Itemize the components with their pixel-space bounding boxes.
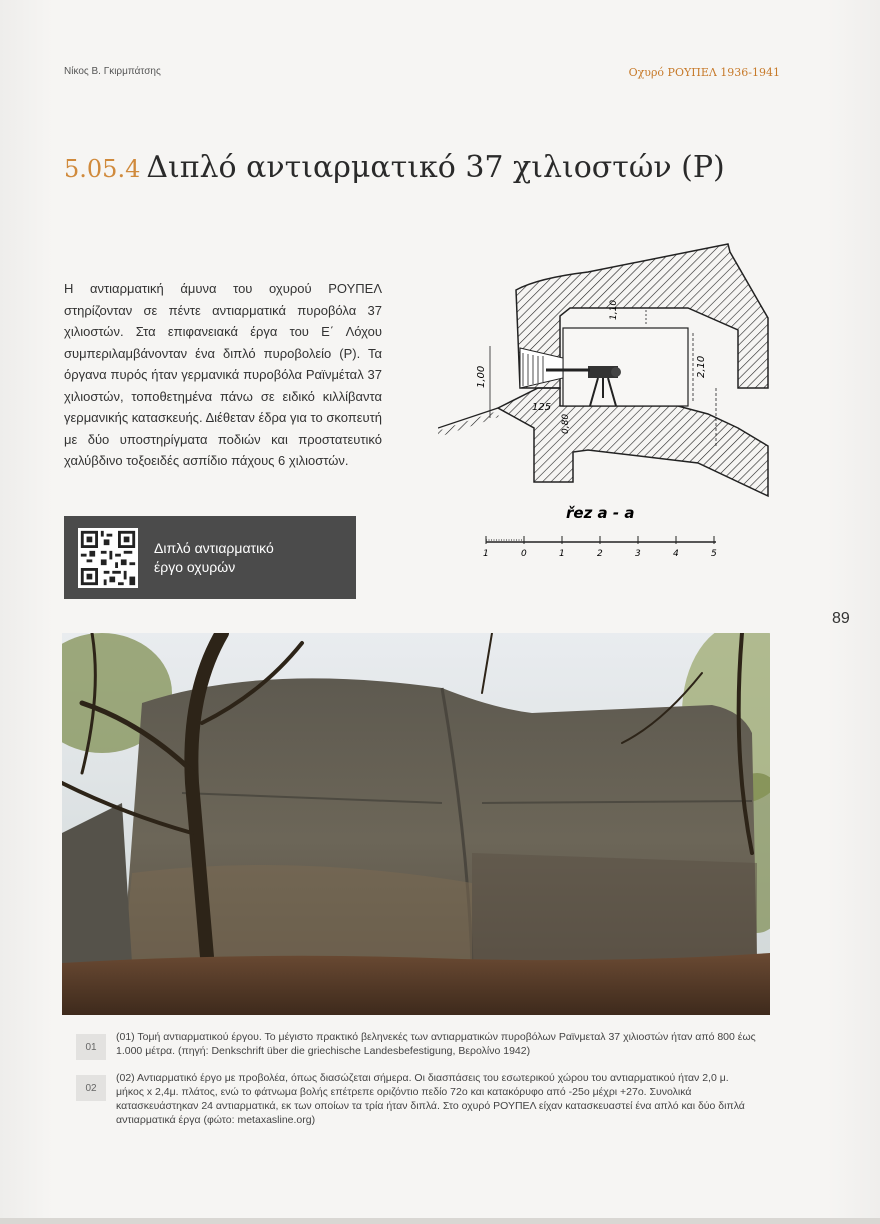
section-label: řez a - a xyxy=(566,504,635,522)
scale-bar xyxy=(483,536,717,559)
scale-tick-label: 2 xyxy=(597,549,603,559)
bunker-photo xyxy=(62,633,770,1015)
qr-label-line1: Διπλό αντιαρματικό xyxy=(154,539,274,556)
qr-label-line2: έργο οχυρών xyxy=(154,558,236,575)
running-header-book-title: Οχυρό ΡΟΥΠΕΛ 1936-1941 xyxy=(628,66,780,79)
section-title: Διπλό αντιαρματικό 37 χιλιοστών (Ρ) xyxy=(146,150,725,185)
dimension-label-slope: 125 xyxy=(532,402,552,413)
caption-text: (01) Τομή αντιαρματικού έργου. Το μέγιστο πρακτικό βεληνεκές των αντιαρματικών πυροβόλων Ραϊνμεταλ 37 χιλιοστών ήταν από 800 έως 1.000 μέτρα. (πηγή: Denkschrift über die griechische Landesbefestigung, Βερολίνο 1942) xyxy=(116,1031,756,1057)
running-header-author: Νίκος Β. Γκιρμπάτσης xyxy=(64,66,161,77)
cross-section-drawing xyxy=(438,238,778,568)
caption-item xyxy=(76,1071,756,1127)
qr-code-icon[interactable] xyxy=(78,528,138,588)
dimension-label-top: 1,10 xyxy=(609,299,619,320)
caption-text: (02) Αντιαρματικό έργο με προβολέα, όπως διασώζεται σήμερα. Οι διασπάσεις του εσωτερικού χώρου του αντιαρματικού ήταν 2,0 μ. μήκος x 2,4μ. πλάτος, ενώ το φάτνωμα βολής επέτρεπε οριζόντιο πεδίο 72ο και κατακόρυφο από -25ο μέχρι +27ο. Συνολικά κατασκευάστηκαν 24 αντιαρματικά, εκ των οποίων τα τρία ήταν διπλά. Στο οχυρό ΡΟΥΠΕΛ είχαν κατασκευαστεί ένα απλό και δύο διπλά αντιαρματικά έργα (φώτο: metaxasline.org) xyxy=(116,1072,745,1126)
ground-leaves xyxy=(62,953,770,1015)
page-edge xyxy=(0,1218,880,1224)
ground-line xyxy=(438,408,498,434)
caption-number: 01 xyxy=(76,1034,106,1060)
scale-tick-label: 0 xyxy=(521,549,527,559)
section-number: 5.05.4 xyxy=(64,155,141,183)
dimension-label-left: 1,00 xyxy=(476,365,487,388)
section-heading xyxy=(64,150,725,185)
caption-number: 02 xyxy=(76,1075,106,1101)
caption-item xyxy=(76,1030,756,1060)
scale-tick-label: 1 xyxy=(483,549,489,559)
captions xyxy=(76,1030,756,1138)
dimension-label-mid: 2,10 xyxy=(696,355,707,378)
scale-tick-label: 3 xyxy=(635,549,641,559)
qr-link-box[interactable] xyxy=(64,516,356,599)
dimension-label-low: 0,80 xyxy=(561,413,571,434)
scale-tick-label: 4 xyxy=(673,549,679,559)
body-paragraph: Η αντιαρματική άμυνα του οχυρού ΡΟΥΠΕΛ στηρίζονταν σε πέντε αντιαρματικά πυροβόλα 37 χιλιοστών. Στα επιφανειακά έργα του Ε΄ Λόχου συμπεριλαμβάνονταν ένα διπλό πυροβολείο (Ρ). Τα όργανα πυρός ήταν γερμανικά πυροβόλα Ραϊνμέταλ 37 χιλιοστών, τοποθετημένα πάνω σε ειδικό κιλλίβαντα γερμανικής κατασκευής. Διέθεταν έδρα για το σκοπευτή με δύο υποστηρίγματα ποδιών και προστατευτικό χαλύβδινο τοξοειδές ασπίδιο πάχους 6 χιλιοστών. xyxy=(64,281,382,468)
bunker-concrete-section xyxy=(498,244,768,496)
page-number: 89 xyxy=(832,610,850,627)
scale-tick-label: 1 xyxy=(559,549,565,559)
qr-link-label[interactable] xyxy=(154,539,274,577)
scale-tick-label: 5 xyxy=(711,549,717,559)
